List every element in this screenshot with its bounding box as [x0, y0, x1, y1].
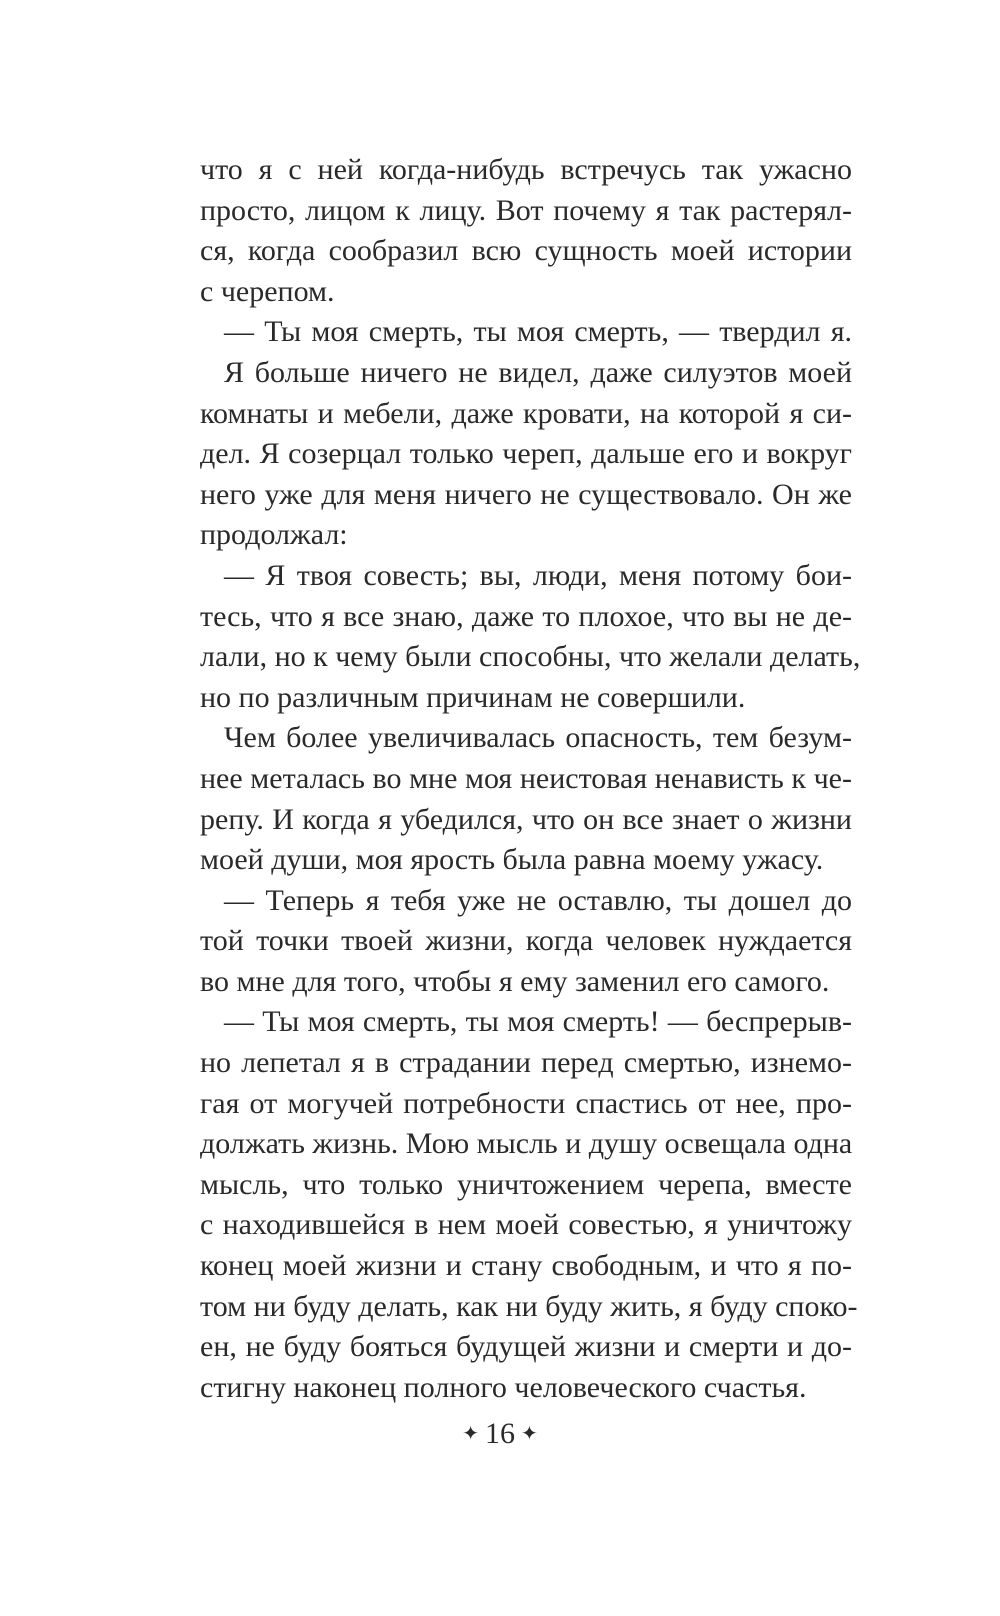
text-line: моей души, моя ярость была равна моему ужасу. — [200, 843, 824, 877]
text-line: репу. И когда я убедился, что он все знает о жизни — [200, 802, 852, 836]
text-line: дел. Я созерцал только череп, дальше его и вокруг — [200, 437, 852, 471]
text-line: но лепетал я в страдании перед смертью, изнемо- — [200, 1046, 852, 1080]
text-line: что я с ней когда-нибудь встречусь так ужасно — [200, 153, 852, 186]
text-line: конец моей жизни и стану свободным, и что я по- — [200, 1249, 852, 1283]
text-line: — Ты моя смерть, ты моя смерть! — беспрерыв- — [224, 1005, 852, 1039]
text-line: с черепом. — [200, 274, 335, 308]
page-body-text — [200, 150, 861, 1408]
text-line: лали, но к чему были способны, что желали делать, — [200, 640, 861, 674]
text-line: но по различным причинам не совершили. — [200, 680, 746, 714]
text-line: Чем более увеличивалась опасность, тем безум- — [224, 721, 852, 755]
text-line: ся, когда сообразил всю сущность моей истории — [200, 234, 852, 268]
ornament-right-icon: ✦ — [521, 1423, 538, 1445]
text-line: должать жизнь. Мою мысль и душу освещала одна — [200, 1127, 853, 1161]
text-line: комнаты и мебели, даже кровати, на которой я си- — [200, 396, 852, 430]
text-line: стигну наконец полного человеческого счастья. — [200, 1370, 807, 1404]
text-line: ен, не буду бояться будущей жизни и смерти и до- — [200, 1330, 852, 1364]
text-line: нее металась во мне моя неистовая ненависть к че- — [200, 761, 852, 795]
text-line: во мне для того, чтобы я ему заменил его самого. — [200, 964, 830, 998]
text-line: мысль, что только уничтожением черепа, вместе — [200, 1167, 852, 1201]
text-line: тесь, что я все знаю, даже то плохое, что вы не де- — [200, 599, 852, 633]
text-line: — Теперь я тебя уже не оставлю, ты дошел до — [224, 883, 852, 917]
text-line: гая от могучей потребности спастись от нее, про- — [200, 1086, 852, 1120]
text-line: просто, лицом к лицу. Вот почему я так растерял- — [200, 193, 852, 227]
text-line: с находившейся в нем моей совестью, я уничтожу — [200, 1208, 852, 1242]
text-line: — Ты моя смерть, ты моя смерть, — твердил я. — [224, 315, 852, 349]
text-line: той точки твоей жизни, когда человек нуждается — [200, 924, 852, 958]
text-line: него уже для меня ничего не существовало. Он же — [200, 477, 852, 511]
text-line: Я больше ничего не видел, даже силуэтов моей — [224, 355, 852, 389]
text-line: — Я твоя совесть; вы, люди, меня потому бои- — [224, 558, 852, 592]
text-line: продолжал: — [200, 518, 348, 552]
page-number: 16 — [485, 1417, 515, 1450]
text-line: том ни буду делать, как ни буду жить, я буду споко- — [200, 1289, 858, 1323]
page-footer — [0, 1412, 1000, 1456]
ornament-left-icon: ✦ — [462, 1423, 479, 1445]
